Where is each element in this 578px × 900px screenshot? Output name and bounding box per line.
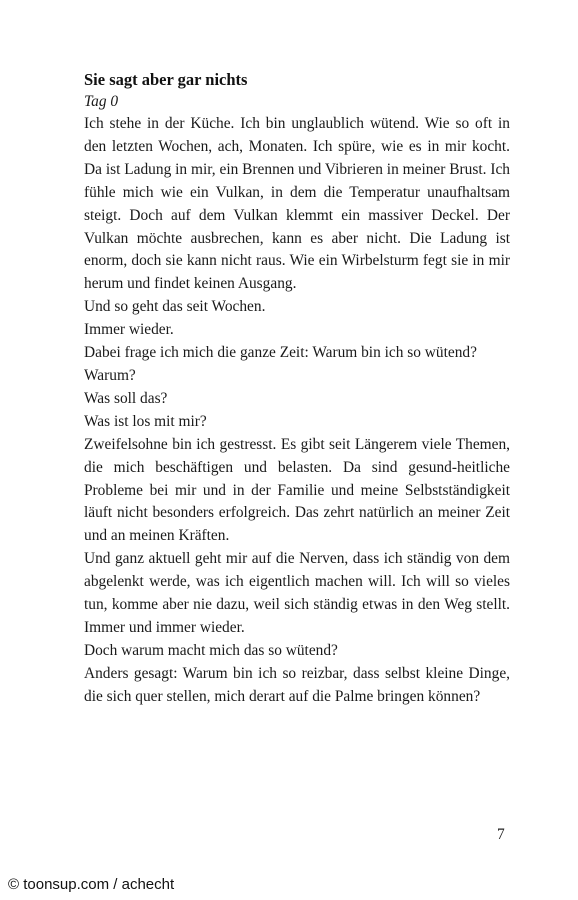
- page-number: 7: [497, 826, 505, 843]
- paragraph: Dabei frage ich mich die ganze Zeit: Warum bin ich so wütend?: [84, 344, 477, 362]
- copyright-credit: © toonsup.com / achecht: [8, 876, 175, 893]
- paragraph: Doch warum macht mich das so wütend?: [84, 641, 338, 659]
- paragraph: Ich stehe in der Küche. Ich bin unglaublich wütend. Wie so oft in den letzten Wochen, ach, Monaten. Ich spüre, wie es in mir kocht. Da ist Ladung in mir, ein Brennen und Vibrieren in meiner Brust. Ich fühle mich wie ein Vulkan, in dem die Temperatur unaufhaltsam steigt. Doch auf dem Vulkan klemmt ein massiver Deckel. Der Vulkan möchte ausbrechen, kann es aber nicht. Die Ladung ist enorm, doch sie kann nicht raus. Wie ein Wirbelsturm fegt sie in mir herum und findet keinen Ausgang.: [84, 115, 510, 293]
- paragraph: Was ist los mit mir?: [84, 412, 207, 430]
- paragraph: Was soll das?: [84, 389, 168, 407]
- paragraph: Immer wieder.: [84, 321, 174, 339]
- paragraph: Zweifelsohne bin ich gestresst. Es gibt seit Längerem viele Themen, die mich beschäftigen und belasten. Da sind gesund-heitliche Probleme bei mir und in der Familie und meine Selbstständigkeit läuft nicht besonders erfolgreich. Das zehrt natürlich an meiner Zeit und an meinen Kräften.: [84, 435, 510, 545]
- page-content: [84, 69, 510, 709]
- paragraph: Und so geht das seit Wochen.: [84, 298, 266, 316]
- paragraph: Anders gesagt: Warum bin ich so reizbar, dass selbst kleine Dinge, die sich quer stellen, mich derart auf die Palme bringen können?: [84, 664, 510, 705]
- chapter-subtitle: Tag 0: [84, 93, 119, 110]
- paragraph: Warum?: [84, 366, 136, 384]
- chapter-title: Sie sagt aber gar nichts: [84, 70, 248, 89]
- paragraph: Und ganz aktuell geht mir auf die Nerven, dass ich ständig von dem abgelenkt werde, was ich eigentlich machen will. Ich will so vieles tun, komme aber nie dazu, weil sich ständig etwas in den Weg stellt. Immer und immer wieder.: [84, 550, 510, 636]
